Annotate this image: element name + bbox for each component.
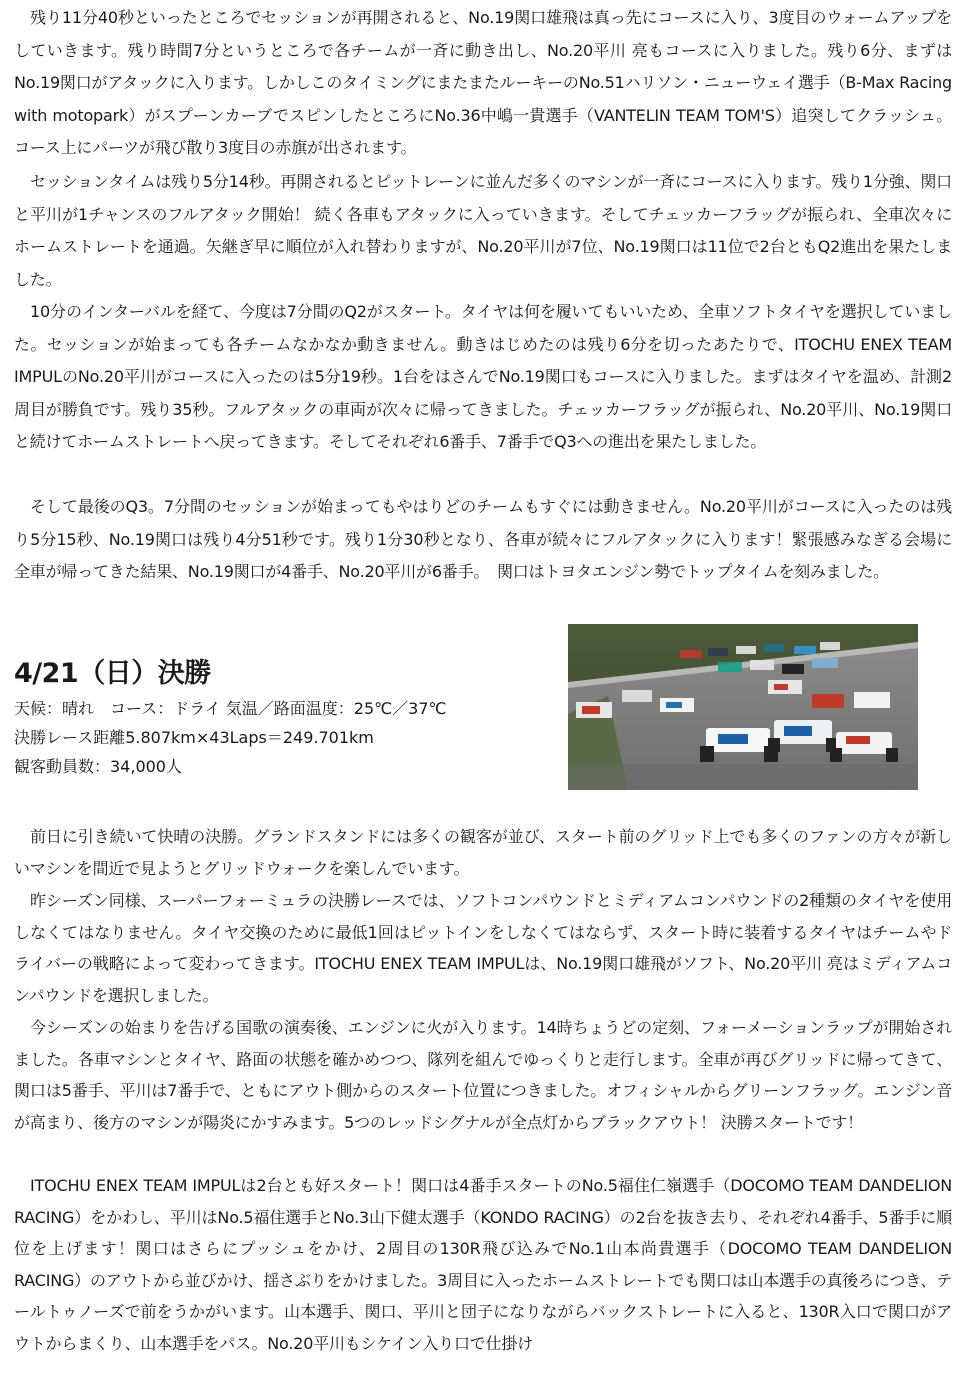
spectator-info: 観客動員数：34,000人 <box>14 757 182 776</box>
weather-info: 天候：晴れ コース：ドライ 気温／路面温度：25℃／37℃ <box>14 699 447 718</box>
final-race-info <box>14 654 534 781</box>
body-paragraph: 残り11分40秒といったところでセッションが再開されると、No.19関口雄飛は真っ先にコースに入り、3度目のウォームアップをしていきます。残り時間7分というところで各チームが一斉に動き出し、No.20平川 亮もコースに入りました。残り6分、まずはNo.19関口がアタックに入ります。しかしこのタイミングにまたまたルーキーのNo.51ハリソン・ニューウェイ選手（B-Max Racing with motopark）がスプーンカーブでスピンしたところにNo.36中嶋一貴選手（VANTELIN TEAM TOM'S）追突してクラッシュ。コース上にパーツが飛び散り3度目の赤旗が出されます。 <box>14 8 952 158</box>
race-start-illustration <box>568 624 918 790</box>
body-paragraph: 10分のインターバルを経て、今度は7分間のQ2がスタート。タイヤは何を履いてもいいため、全車ソフトタイヤを選択していました。セッションが始まっても各チームなかなか動きません。動きはじめたのは残り6分を切ったあたりで、ITOCHU ENEX TEAM IMPULのNo.20平川がコースに入ったのは5分19秒。1台をはさんでNo.19関口もコースに入りました。まずはタイヤを温め、計測2周目が勝負です。残り35秒。フルアタックの車両が次々に帰ってきました。チェッカーフラッグが振られ、No.20平川、No.19関口と続けてホームストレートへ戻ってきます。そしてそれぞれ6番手、7番手でQ3への進出を果たしました。 <box>14 302 952 452</box>
body-paragraph: そして最後のQ3。7分間のセッションが始まってもやはりどのチームもすぐには動きません。No.20平川がコースに入ったのは残り5分15秒、No.19関口は残り4分51秒です。残り1分30秒となり、各車が続々にフルアタックに入ります！緊張感みなぎる会場に全車が帰ってきた結果、No.19関口が4番手、No.20平川が6番手。 関口はトヨタエンジン勢でトップタイムを刻みました。 <box>14 497 952 582</box>
body-paragraph: セッションタイムは残り5分14秒。再開されるとピットレーンに並んだ多くのマシンが一斉にコースに入ります。残り1分強、関口と平川が1チャンスのフルアタック開始！ 続く各車もアタックに入っていきます。そしてチェッカーフラッグが振られ、全車次々にホームストレートを通過。矢継ぎ早に順位が入れ替わりますが、No.20平川が7位、No.19関口は11位で2台ともQ2進出を果たしました。 <box>14 172 952 289</box>
body-paragraph: 今シーズンの始まりを告げる国歌の演奏後、エンジンに火が入ります。14時ちょうどの定刻、フォーメーションラップが開始されました。各車マシンとタイヤ、路面の状態を確かめつつ、隊列を組んでゆっくりと走行します。全車が再びグリッドに帰ってきて、関口は5番手、平川は7番手で、ともにアウト側からのスタート位置につきました。オフィシャルからグリーンフラッグ。エンジン音が高まり、後方のマシンが陽炎にかすみます。5つのレッドシグナルが全点灯からブラックアウト！ 決勝スタートです！ <box>14 1018 952 1132</box>
race-distance-info: 決勝レース距離5.807km×43Laps＝249.701km <box>14 728 374 747</box>
body-paragraph: 前日に引き続いて快晴の決勝。グランドスタンドには多くの観客が並び、スタート前のグリッド上でも多くのファンの方々が新しいマシンを間近で見ようとグリッドウォークを楽しんでいます。 <box>14 827 952 878</box>
section-title: 4/21（日）決勝 <box>14 658 211 689</box>
body-paragraph: ITOCHU ENEX TEAM IMPULは2台とも好スタート！関口は4番手スタートのNo.5福住仁嶺選手（DOCOMO TEAM DANDELION RACING）をかわし、平川はNo.5福住選手とNo.3山下健太選手（KONDO RACING）の2台を抜き去り、それぞれ4番手、5番手に順位を上げます！関口はさらにプッシュをかけ、2周目の130R飛び込みでNo.1山本尚貴選手（DOCOMO TEAM DANDELION RACING）のアウトから並びかけ、揺さぶりをかけました。3周目に入ったホームストレートでも関口は山本選手の真後ろにつき、テールトゥノーズで前をうかがいます。山本選手、関口、平川と団子になりながらバックストレートに入ると、130R入口で関口がアウトからまくり、山本選手をパス。No.20平川もシケイン入り口で仕掛け <box>14 1176 952 1353</box>
race-start-photo <box>568 624 918 790</box>
body-paragraph: 昨シーズン同様、スーパーフォーミュラの決勝レースでは、ソフトコンパウンドとミディアムコンパウンドの2種類のタイヤを使用しなくてはなりません。タイヤ交換のために最低1回はピットインをしなくてはならず、スタート時に装着するタイヤはチームやドライバーの戦略によって変わってきます。ITOCHU ENEX TEAM IMPULは、No.19関口雄飛がソフト、No.20平川 亮はミディアムコンパウンドを選択しました。 <box>14 891 952 1005</box>
